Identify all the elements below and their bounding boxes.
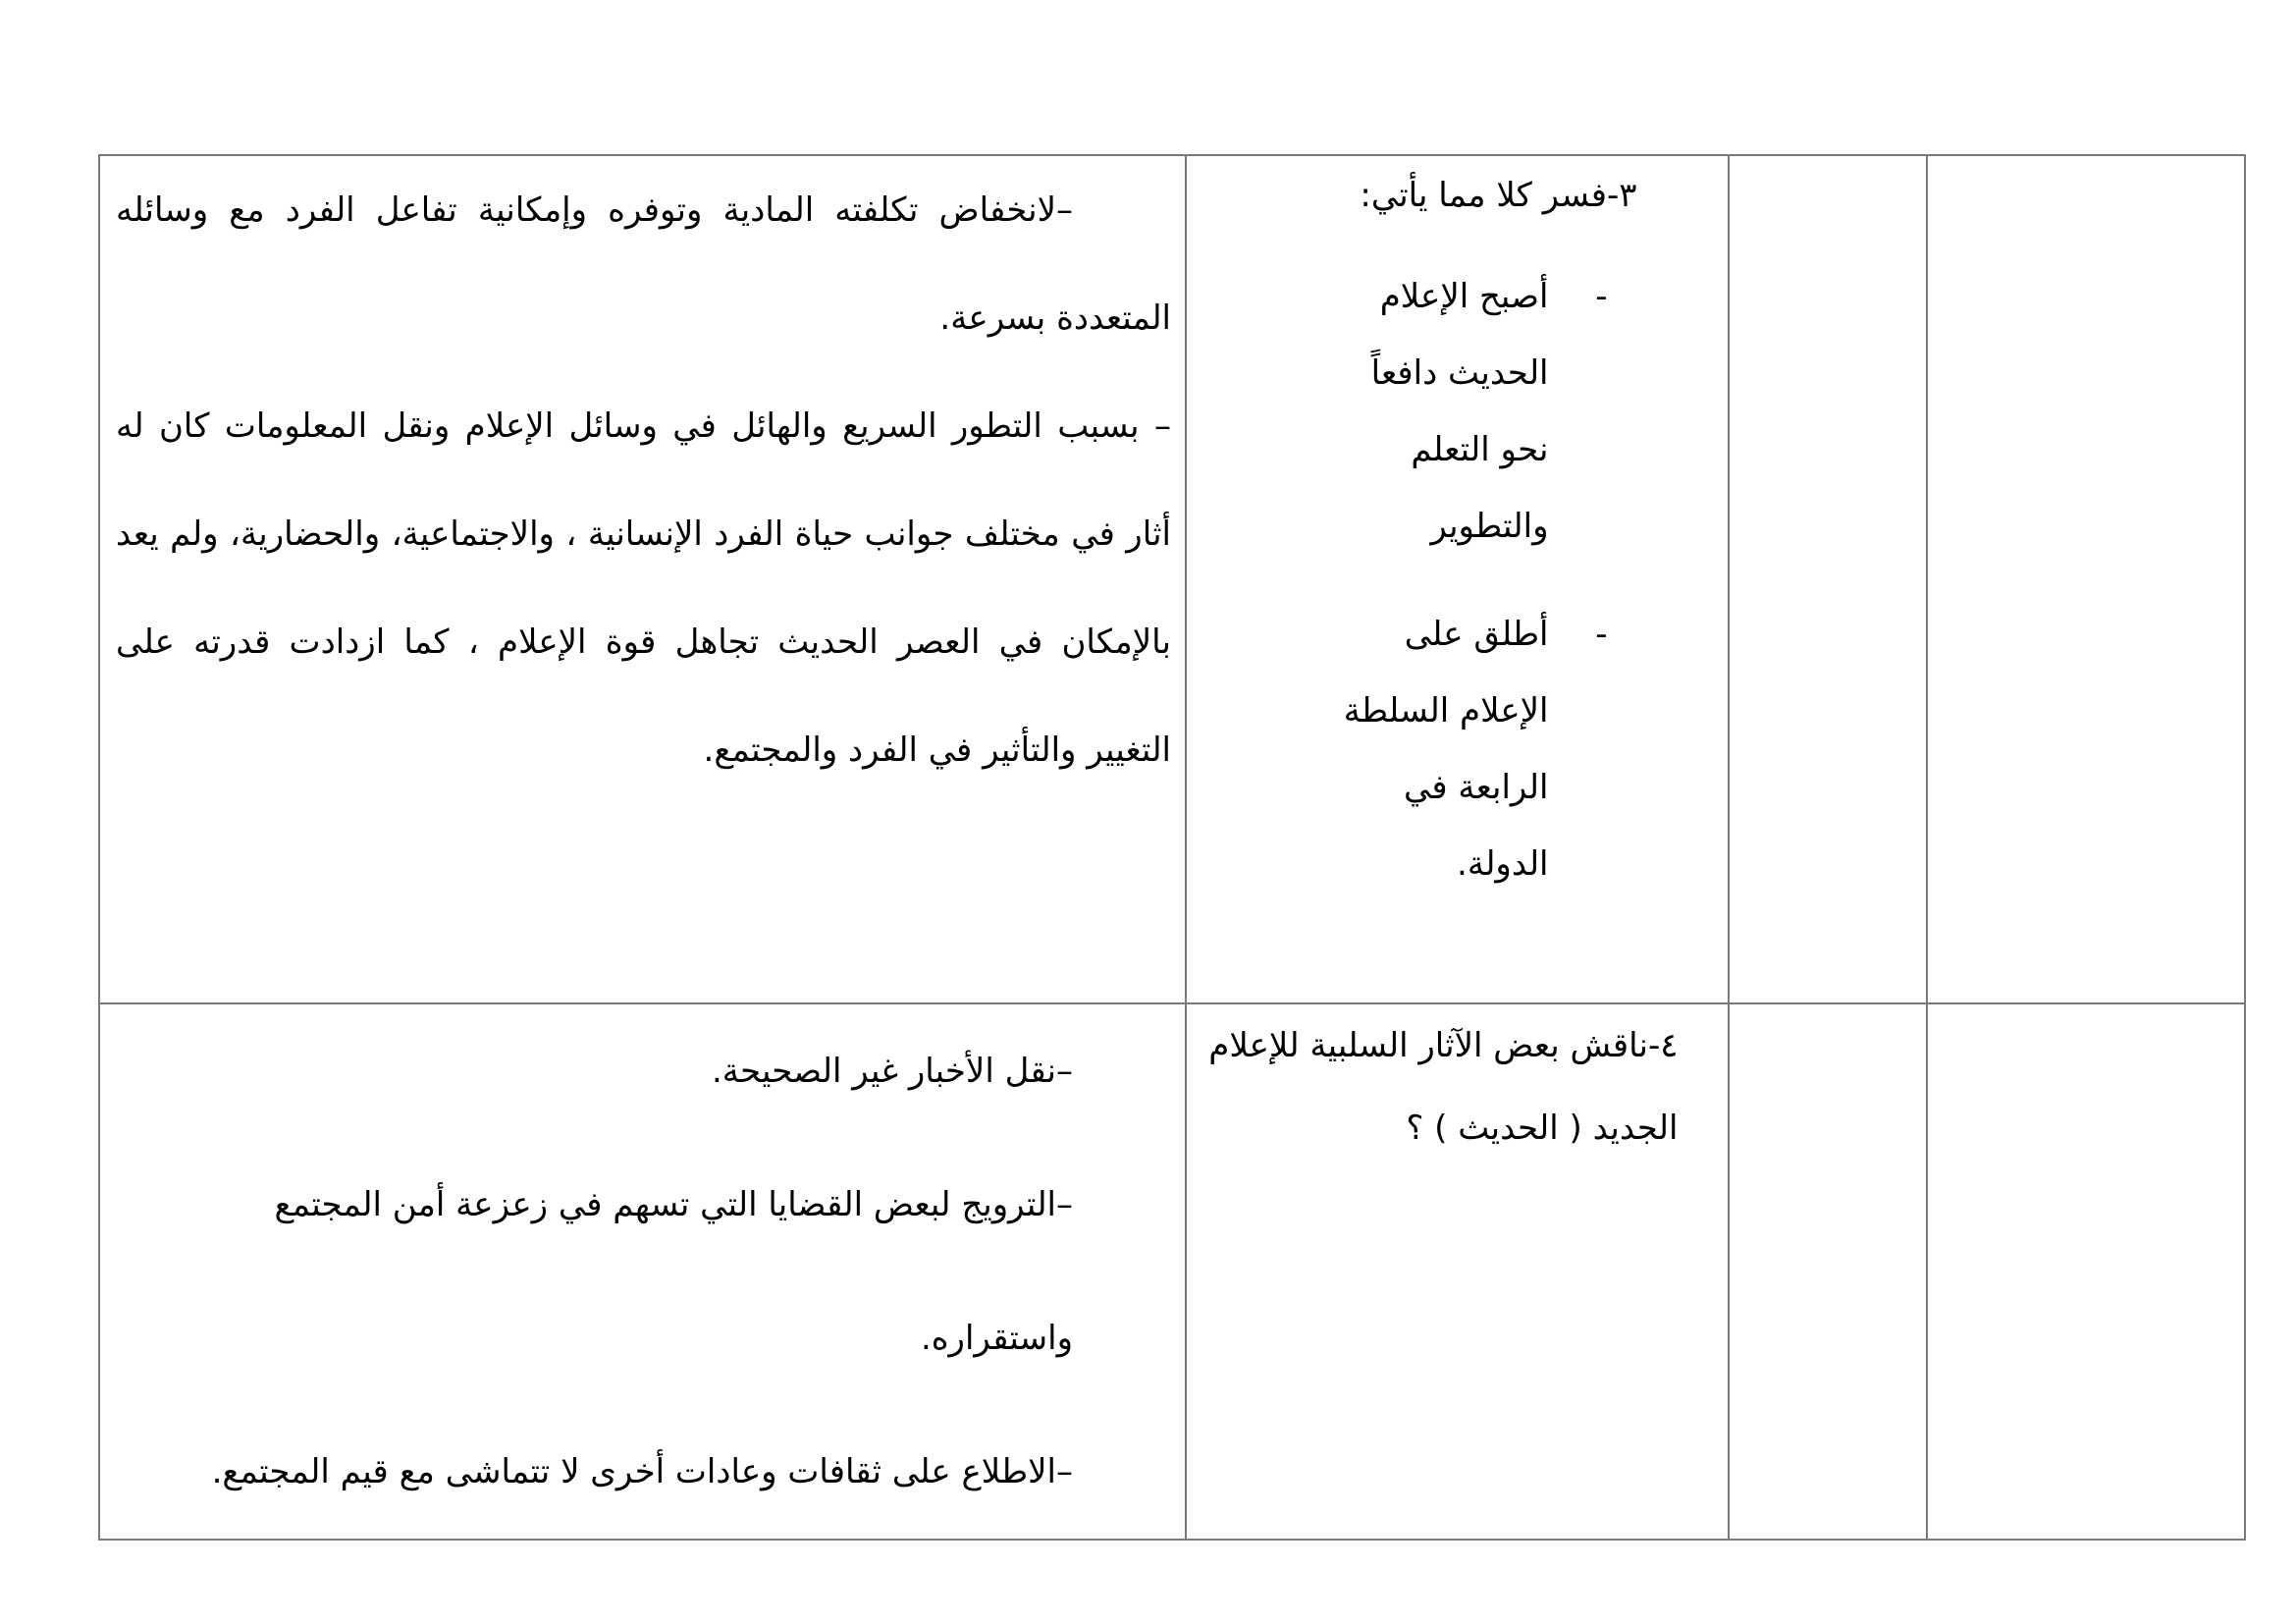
answer-paragraph: –الاطلاع على ثقافات وعادات أخرى لا تتماشى مع قيم المجتمع.	[211, 1452, 1073, 1491]
table-row	[99, 155, 2245, 1003]
answer-paragraph: –الترويج لبعض القضايا التي تسهم في زعزعة أمن المجتمع واستقراره.	[274, 1185, 1073, 1358]
question-heading: ٤-ناقش بعض الآثار السلبية للإعلام الجديد ( الحديث ) ؟	[1208, 1026, 1679, 1148]
question-items	[1206, 258, 1637, 902]
answer-text	[100, 156, 1185, 804]
question-heading: ٣-فسر كلا مما يأتي:	[1360, 176, 1637, 215]
answer-paragraph: –نقل الأخبار غير الصحيحة.	[711, 1052, 1073, 1091]
empty-cell	[1729, 155, 1927, 1003]
answer-cell	[99, 155, 1186, 1003]
questions-table	[98, 154, 2246, 1541]
list-item	[1313, 258, 1608, 565]
empty-cell	[1927, 1003, 2245, 1540]
list-item	[1313, 596, 1608, 902]
question-cell	[1186, 155, 1729, 1003]
answer-cell	[99, 1003, 1186, 1540]
answer-paragraph: –لانخفاض تكلفته المادية وتوفره وإمكانية تفاعل الفرد مع وسائله المتعددة بسرعة.	[116, 190, 1171, 338]
list-item-text: أصبح الإعلام الحديث دافعاً نحو التعلم والتطوير	[1370, 277, 1549, 546]
question-cell	[1186, 1003, 1729, 1540]
table-row	[99, 1003, 2245, 1540]
list-dash-marker: -	[1595, 615, 1608, 654]
answer-paragraph: – بسبب التطور السريع والهائل في وسائل الإعلام ونقل المعلومات كان له أثار في مختلف جوانب حياة الفرد الإنسانية ، والاجتماعية، والحضارية، ولم يعد بالإمكان في العصر الحديث تجاهل قوة الإعلام ، كما ازدادت قدرته على التغيير والتأثير في الفرد والمجتمع.	[116, 406, 1171, 770]
answer-text	[100, 1004, 1185, 1539]
empty-cell	[1927, 155, 2245, 1003]
empty-cell	[1729, 1003, 1927, 1540]
question-text	[1187, 1004, 1728, 1169]
list-item-text: أطلق على الإعلام السلطة الرابعة في الدولة.	[1343, 615, 1549, 884]
question-text	[1187, 156, 1728, 902]
list-dash-marker: -	[1595, 277, 1608, 316]
